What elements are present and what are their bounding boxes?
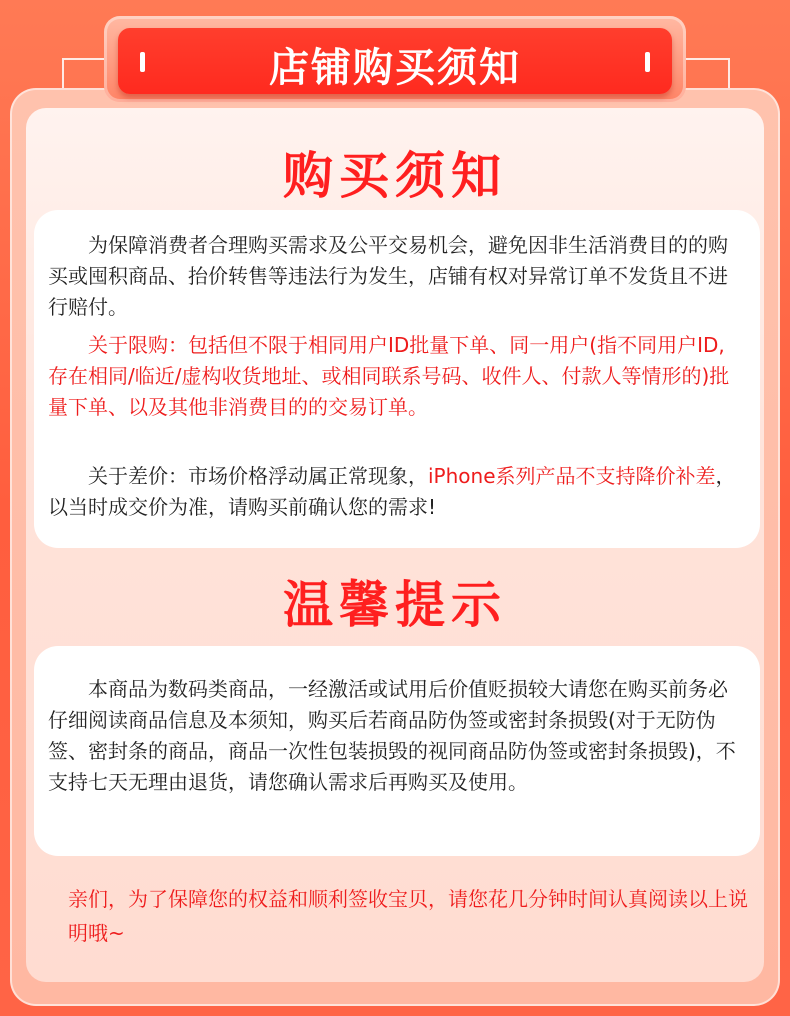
purchase-notice-title: 购买须知 bbox=[283, 147, 507, 205]
header-bar-right bbox=[645, 52, 650, 72]
page-title: 店铺购买须知 bbox=[269, 45, 521, 91]
header-banner bbox=[104, 16, 686, 102]
purchase-limit-body: 关于限购：包括但不限于相同用户ID批量下单、同一用户(指不同用户ID,存在相同/临近/虚构收货地址、或相同联系号码、收件人、付款人等情形的)批量下单、以及其他非消费目的的交易订单。 bbox=[48, 333, 730, 419]
purchase-limit-text bbox=[48, 330, 742, 423]
price-diff-highlight: iPhone系列产品不支持降价补差 bbox=[428, 464, 716, 488]
warm-tips-body: 本商品为数码类商品，一经激活或试用后价值贬损较大请您在购买前务必仔细阅读商品信息及本须知，购买后若商品防伪签或密封条损毁(对于无防伪签、密封条的商品，商品一次性包装损毁的视同商品防伪签或密封条损毁)，不支持七天无理由退货，请您确认需求后再购买及使用。 bbox=[48, 677, 736, 794]
price-diff-prefix: 关于差价：市场价格浮动属正常现象， bbox=[88, 464, 428, 488]
intro-text: 为保障消费者合理购买需求及公平交易机会，避免因非生活消费目的的购买或囤积商品、抬价转售等违法行为发生，店铺有权对异常订单不发货且不进行赔付。 bbox=[48, 233, 728, 319]
decorative-frame-right bbox=[680, 58, 730, 88]
price-diff-suffix: ，以当时成交价为准，请购买前确认您的需求! bbox=[48, 464, 736, 519]
price-difference-text bbox=[48, 461, 742, 523]
header-banner-inner bbox=[118, 28, 672, 94]
warm-tips-title: 温馨提示 bbox=[283, 576, 507, 634]
closing-message: 亲们，为了保障您的权益和顺利签收宝贝，请您花几分钟时间认真阅读以上说明哦~ bbox=[68, 887, 748, 945]
purchase-notice-intro bbox=[48, 230, 742, 323]
warm-tips-text bbox=[48, 674, 742, 798]
